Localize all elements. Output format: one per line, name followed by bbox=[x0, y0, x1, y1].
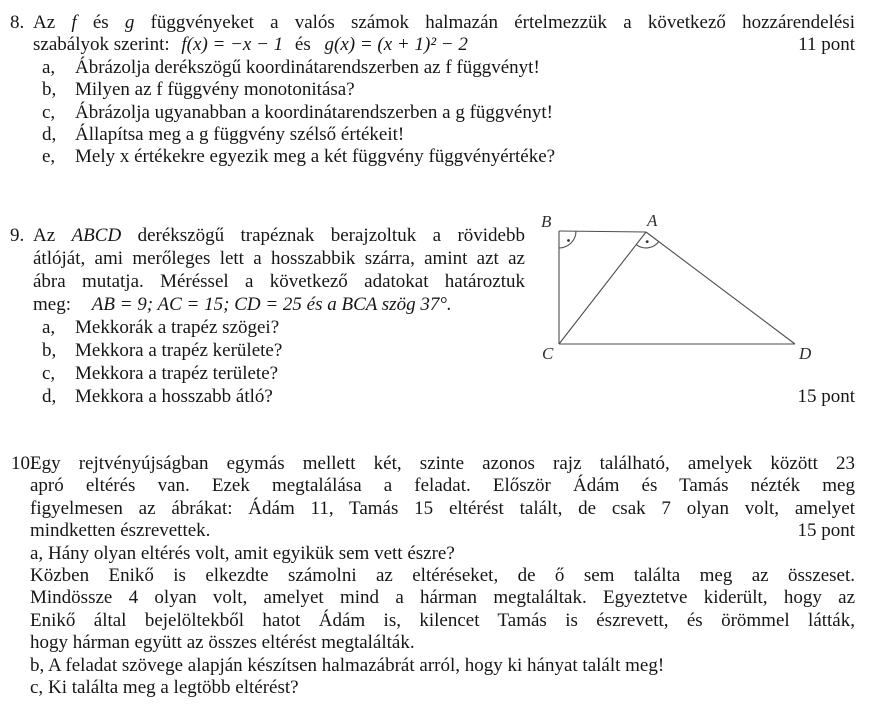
problem-10-line-1: Egy rejtvényújságban egymás mellett két, szinte azonos rajz található, amelyek között 23 bbox=[30, 453, 855, 474]
vertex-label-D: D bbox=[799, 344, 812, 362]
p8-item-a bbox=[33, 57, 855, 79]
edge-BA bbox=[559, 231, 646, 232]
problem-8-line-2 bbox=[33, 34, 855, 56]
trapezoid-figure bbox=[535, 212, 865, 362]
p8-var-f: f bbox=[71, 12, 77, 33]
problem-8-body bbox=[33, 12, 855, 169]
item-text: Ábrázolja ugyanabban a koordinátarendszerben a g függvényt! bbox=[75, 101, 553, 123]
item-label: a, bbox=[42, 317, 56, 338]
p8-item-c bbox=[33, 102, 855, 124]
p8-var-g: g bbox=[124, 12, 135, 33]
problem-8-number: 8. bbox=[10, 12, 25, 33]
p9-line1-text2: derékszögű trapéznak berajzoltuk a rövidebb bbox=[137, 225, 525, 246]
p9-item-c bbox=[33, 362, 525, 385]
p8-points-badge: 11 pont bbox=[798, 34, 855, 55]
p8-line2-prefix: szabályok szerint: bbox=[33, 34, 170, 56]
p8-item-b bbox=[33, 79, 855, 101]
p9-item-a bbox=[33, 316, 525, 339]
item-text: Mekkorák a trapéz szögei? bbox=[75, 317, 280, 338]
item-label: b, bbox=[42, 79, 57, 101]
p9-measurements: AB = 9; AC = 15; CD = 25 és a BCA szög 37°. bbox=[91, 294, 452, 315]
p10-item-b bbox=[30, 655, 855, 677]
p10-paragraph-line-4: hogy hárman együtt az összes eltérést megtalálták. bbox=[30, 632, 415, 654]
p8-line1-text: Az bbox=[33, 12, 56, 33]
item-label: c, bbox=[30, 677, 44, 699]
problem-10-body bbox=[30, 453, 855, 699]
p10-points-badge: 15 pont bbox=[797, 520, 855, 541]
item-text: A feladat szövege alapján készítsen halmazábrát arról, hogy ki hányat talált meg! bbox=[48, 654, 665, 676]
right-angle-arc-B bbox=[559, 231, 576, 248]
p9-line1-text: Az bbox=[33, 225, 56, 246]
vertex-label-B: B bbox=[541, 212, 552, 231]
problem-10-line-4: mindketten észrevettek. bbox=[30, 520, 211, 542]
item-label: c, bbox=[42, 101, 56, 123]
item-text: Állapítsa meg a g függvény szélső értékeit! bbox=[75, 124, 405, 146]
p8-f-formula: f(x) = −x − 1 bbox=[181, 34, 284, 56]
item-text: Mely x értékekre egyezik meg a két függvény függvényértéke? bbox=[75, 146, 556, 168]
p9-item-b bbox=[33, 339, 525, 362]
p9-trapezoid-name: ABCD bbox=[71, 225, 122, 246]
item-text: Mekkora a hosszabb átló? bbox=[75, 386, 273, 407]
item-text: Mekkora a trapéz kerülete? bbox=[75, 340, 283, 361]
p8-item-e bbox=[33, 146, 855, 168]
item-text: Ki találta meg a legtöbb eltérést? bbox=[48, 677, 299, 699]
p10-paragraph-line-1: Közben Enikő is elkezdte számolni az eltéréseket, de ő sem találta meg az összeset. bbox=[30, 565, 855, 587]
p10-item-c bbox=[30, 677, 855, 699]
item-text: Milyen az f függvény monotonitása? bbox=[75, 79, 355, 101]
p10-item-a bbox=[30, 543, 855, 565]
problem-9-body bbox=[33, 224, 525, 408]
item-label: d, bbox=[42, 124, 57, 146]
problem-10-line-3: figyelmesen az ábrákat: Ádám 11, Tamás 15 eltérést talált, de csak 7 olyan volt, amelyet bbox=[30, 497, 855, 519]
vertex-label-C: C bbox=[542, 344, 554, 362]
p10-paragraph-line-3: Enikő által bejelöltekből hatot Ádám is, kilencet Tamás is észrevett, és örömmel látták, bbox=[30, 609, 855, 631]
item-text: Ábrázolja derékszögű koordinátarendszerben az f függvényt! bbox=[75, 56, 540, 78]
problem-9-line-3: ábra mutatja. Méréssel a következő adatokat határoztuk bbox=[33, 271, 525, 292]
item-text: Hány olyan eltérés volt, amit egyikük sem vett észre? bbox=[48, 542, 455, 564]
item-label: d, bbox=[42, 386, 57, 407]
p10-paragraph-line-2: Mindössze 4 olyan volt, amelyet mind a hárman megtaláltak. Egyeztetve kiderült, hogy az bbox=[30, 587, 855, 609]
item-label: e, bbox=[42, 146, 56, 168]
item-label: a, bbox=[42, 56, 56, 78]
problem-9-line-1 bbox=[33, 224, 525, 247]
problem-10-number: 10. bbox=[11, 453, 35, 474]
item-label: b, bbox=[42, 340, 57, 361]
item-label: b, bbox=[30, 654, 45, 676]
diagonal-AC bbox=[559, 232, 646, 344]
p9-points-badge: 15 pont bbox=[797, 386, 855, 407]
p8-g-formula: g(x) = (x + 1)² − 2 bbox=[324, 34, 468, 56]
right-angle-dot-A bbox=[646, 240, 649, 243]
problem-9-line-2: átlóját, ami merőleges lett a hosszabbik szárra, amint azt az bbox=[33, 248, 525, 269]
problem-10-line-2: apró eltérés van. Ezek megtalálása a feladat. Először Ádám és Tamás nézték meg bbox=[30, 475, 855, 497]
problem-8-line-1 bbox=[33, 12, 855, 34]
p8-line1-text2: és bbox=[92, 12, 109, 33]
p9-line4-prefix: meg: bbox=[33, 294, 71, 315]
p9-item-d bbox=[33, 385, 525, 408]
item-label: a, bbox=[30, 542, 44, 564]
right-angle-dot-B bbox=[567, 239, 570, 242]
item-text: Mekkora a trapéz területe? bbox=[75, 363, 279, 384]
edge-AD bbox=[646, 232, 795, 344]
problem-9-number: 9. bbox=[10, 225, 25, 246]
problem-9-line-4 bbox=[33, 293, 525, 316]
item-label: c, bbox=[42, 363, 56, 384]
p8-item-d bbox=[33, 124, 855, 146]
p8-conjunction: és bbox=[294, 34, 311, 56]
vertex-label-A: A bbox=[647, 212, 658, 230]
p8-line1-text3: függvényeket a valós számok halmazán értelmezzük a következő hozzárendelési bbox=[150, 12, 855, 33]
